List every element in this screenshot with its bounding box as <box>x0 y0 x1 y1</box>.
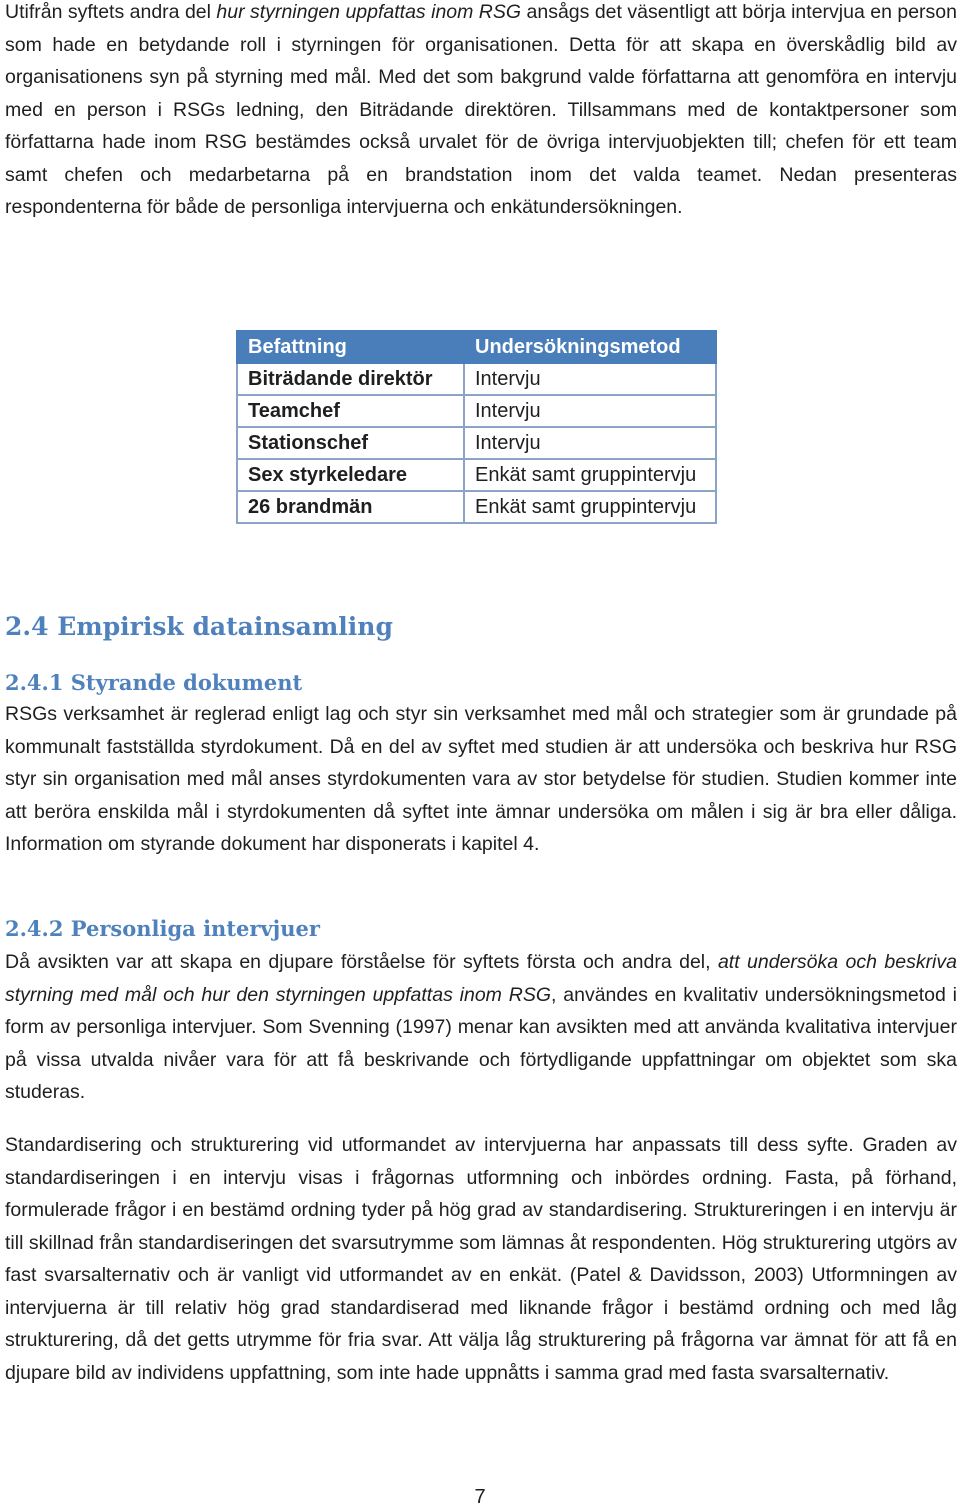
respondents-table <box>236 330 717 524</box>
table-cell-position: Sex styrkeledare <box>237 459 464 491</box>
intro-italic-phrase: hur styrningen uppfattas inom RSG <box>216 1 522 23</box>
table-header-row <box>237 331 716 363</box>
styrande-dokument-paragraph: RSGs verksamhet är reglerad enligt lag och styr sin verksamhet med mål och strategier som är grundade på kommunalt fastställda styrdokument. Då en del av syftet med studien är att undersöka och beskriva hur RSG styr sin organisation med mål anses styrdokumenten vara av stor betydelse för studien. Studien kommer inte att beröra enskilda mål i styrdokumenten då syftet inte ämnar undersöka om målen i sig är bra eller dåliga. Information om styrande dokument har disponerats i kapitel 4. <box>5 703 957 855</box>
table-header-position: Befattning <box>237 331 464 363</box>
subsection-heading-personliga-intervjuer: 2.4.2 Personliga intervjuer <box>5 916 320 941</box>
section-heading: 2.4 Empirisk datainsamling <box>5 612 393 641</box>
page-number: 7 <box>474 1486 486 1508</box>
table-cell-method: Intervju <box>464 427 716 459</box>
table-cell-method: Enkät samt gruppintervju <box>464 491 716 523</box>
table-cell-method: Intervju <box>464 363 716 395</box>
table-row <box>237 459 716 491</box>
intro-text-start: Utifrån syftets andra del <box>5 1 217 23</box>
table-cell-method: Intervju <box>464 395 716 427</box>
intro-paragraph <box>5 0 957 224</box>
table-cell-position: 26 brandmän <box>237 491 464 523</box>
personliga-intervjuer-paragraph-1 <box>5 946 957 1109</box>
personliga-intervjuer-paragraph-2: Standardisering och strukturering vid utformandet av intervjuerna har anpassats till dess syfte. Graden av standardiseringen i en intervju visas i frågornas utformning och inbördes ordning. Fasta, på förhand, formulerade frågor i en bestämd ordning tyder på hög grad av standardisering. Struktureringen i en intervju är till skillnad från standardiseringen det svarsutrymme som lämnas åt respondenten. Hög strukturering utgörs av fast svarsalternativ och är vanligt vid utformandet av en enkät. (Patel & Davidsson, 2003) Utformningen av intervjuerna är till relativ hög grad standardiserad med liknande frågor i bestämd ordning och med låg strukturering, då det getts utrymme för fria svar. Att välja låg strukturering på frågorna var ämnat för att få en djupare bild av individens uppfattning, som inte hade uppnåtts i samma grad med fasta svarsalternativ. <box>5 1134 957 1384</box>
intro-text-rest: ansågs det väsentligt att börja intervjua en person som hade en betydande roll i styrningen för organisationen. Detta för att skapa en överskådlig bild av organisationens syn på styrning med mål. Med det som bakgrund valde författarna att genomföra en intervju med en person i RSGs ledning, den Biträdande direktören. Tillsammans med de kontaktpersoner som författarna hade inom RSG bestämdes också urvalet för de övriga intervjuobjekten till; chefen för ett team samt chefen och medarbetarna på en brandstation inom det valda teamet. Nedan presenteras respondenterna för både de personliga intervjuerna och enkätundersökningen. <box>5 1 957 218</box>
table-cell-method: Enkät samt gruppintervju <box>464 459 716 491</box>
interview-text-rest: , användes en kvalitativ undersökningsmetod i form av personliga intervjuer. Som Svenning (1997) menar kan avsikten med att använda kvalitativa intervjuer på vissa utvalda nivåer vara för att få beskrivande och förtydligande uppfattningar om objektet som ska studeras. <box>5 983 957 1103</box>
table-cell-position: Teamchef <box>237 395 464 427</box>
table-cell-position: Stationschef <box>237 427 464 459</box>
interview-italic-phrase: att undersöka och beskriva styrning med mål och hur den styrningen uppfattas inom RSG <box>5 951 957 1006</box>
table-row <box>237 427 716 459</box>
subsection-heading-styrande-dokument: 2.4.1 Styrande dokument <box>5 670 303 695</box>
table-cell-position: Biträdande direktör <box>237 363 464 395</box>
table-row <box>237 363 716 395</box>
table-row <box>237 491 716 523</box>
interview-text-start: Då avsikten var att skapa en djupare förståelse för syftets första och andra del, <box>5 951 718 973</box>
table-header-method: Undersökningsmetod <box>464 331 716 363</box>
table-row <box>237 395 716 427</box>
